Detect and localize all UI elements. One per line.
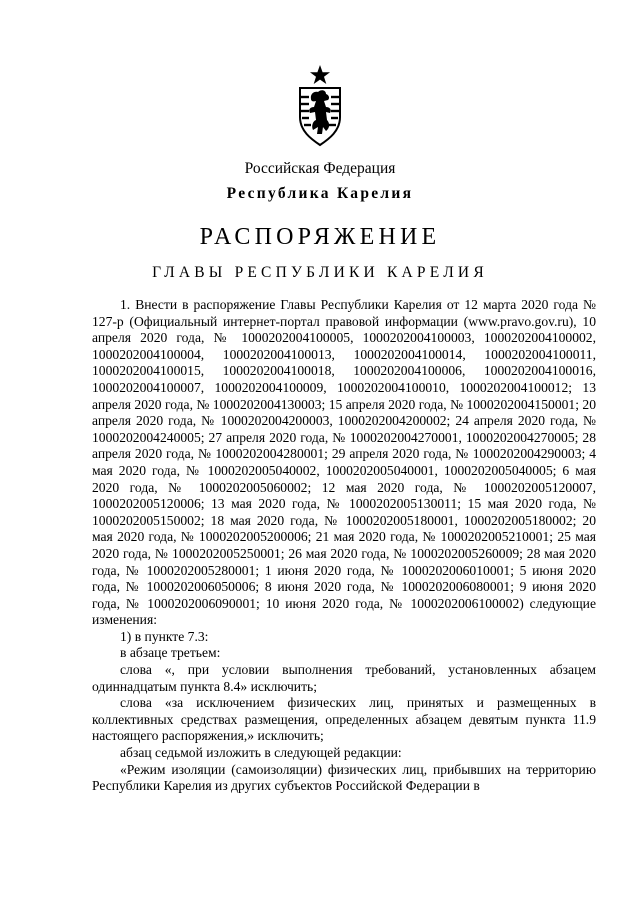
paragraph-words-removal-2: слова «за исключением физических лиц, принятых и размещенных в коллективных средствах размещения, определенных абзацем девятым пункта 11.9 настоящего распоряжения,» исключить; [92,695,596,744]
paragraph-words-removal-1: слова «, при условии выполнения требований, установленных абзацем одиннадцатым пункта 8.4» исключить; [92,662,596,694]
issuing-authority: ГЛАВЫ РЕСПУБЛИКИ КАРЕЛИЯ [152,264,488,281]
document-type-title: РАСПОРЯЖЕНИЕ [199,224,441,250]
federation-heading: Российская Федерация [244,160,396,177]
document-body [92,297,596,795]
paragraph-amendment: 1. Внести в распоряжение Главы Республики Карелия от 12 марта 2020 года № 127-р (Официальный интернет-портал правовой информации (www.pravo.gov.ru), 10 апреля 2020 года, № 1000202004100005, 1000202004100003, 1000202004100002, 1000202004100004, 1000202004100013, 1000202004100014, 1000202004100011, 1000202004100015, 1000202004100018, 1000202004100006, 1000202004100016, 1000202004100007, 1000202004100009, 1000202004100010, 1000202004100012; 13 апреля 2020 года, № 1000202004130003; 15 апреля 2020 года, № 1000202004150001; 20 апреля 2020 года, № 1000202004200003, 1000202004200002; 24 апреля 2020 года, № 1000202004240005; 27 апреля 2020 года, № 1000202004270001, 1000202004270005; 28 апреля 2020 года, № 1000202004280001; 29 апреля 2020 года, № 1000202004290003; 4 мая 2020 года, № 1000202005040002, 1000202005040001, 1000202005040005; 6 мая 2020 года, № 1000202005060002; 12 мая 2020 года, № 1000202005120007, 1000202005120006; 13 мая 2020 года, № 1000202005130011; 15 мая 2020 года, № 1000202005150002; 18 мая 2020 года, № 1000202005180001, 1000202005180002; 20 мая 2020 года, № 1000202005200006; 21 мая 2020 года, № 1000202005210001; 25 мая 2020 года, № 1000202005250001; 26 мая 2020 года, № 1000202005260009; 28 мая 2020 года, № 1000202005280001; 1 июня 2020 года, № 1000202006010001; 5 июня 2020 года, № 1000202006050006; 8 июня 2020 года, № 1000202006080001; 9 июня 2020 года, № 1000202006090001; 10 июня 2020 года, № 1000202006100002) следующие изменения: [92,297,596,628]
paragraph-item-1: 1) в пункте 7.3: [120,628,209,644]
paragraph-seventh-subparagraph: абзац седьмой изложить в следующей редакции: [120,745,402,761]
republic-heading: Республика Карелия [226,185,414,202]
karelia-coat-of-arms-icon [295,63,345,147]
paragraph-new-wording: «Режим изоляции (самоизоляции) физических лиц, прибывших на территорию Республики Карелия из других субъектов Российской Федерации в [92,761,596,794]
paragraph-third-subparagraph: в абзаце третьем: [120,645,221,661]
